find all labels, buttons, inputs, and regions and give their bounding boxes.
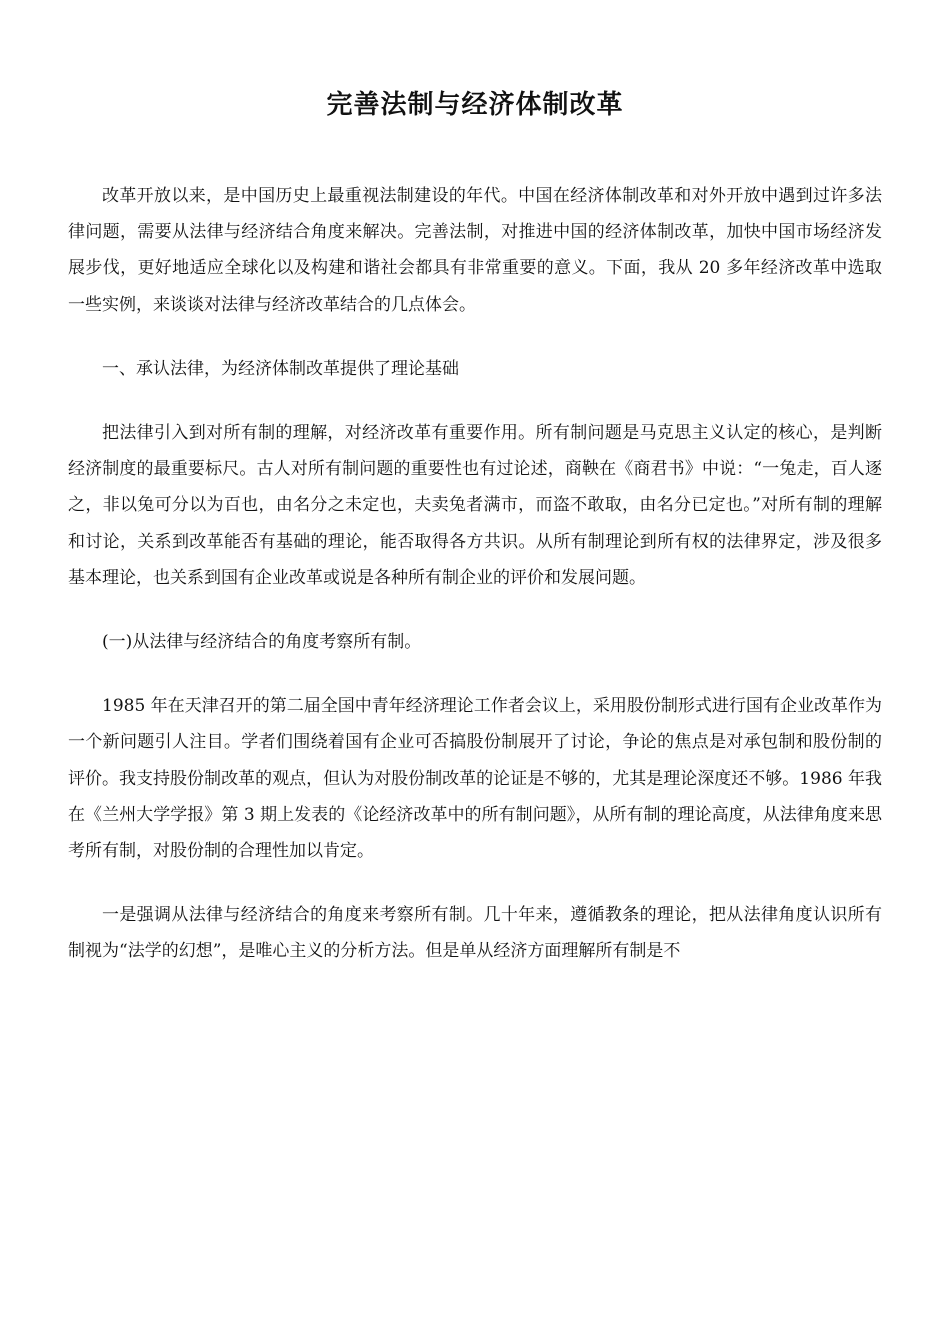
- paragraph-ownership: 把法律引入到对所有制的理解，对经济改革有重要作用。所有制问题是马克思主义认定的核心，是判断经济制度的最重要标尺。古人对所有制问题的重要性也有过论述，商鞅在《商君书》中说：“一兔走，百人逐之，非以兔可分以为百也，由名分之未定也，夫卖兔者满市，而盗不敢取，由名分已定也。”对所有制的理解和讨论，关系到改革能否有基础的理论，能否取得各方共识。从所有制理论到所有权的法律界定，涉及很多基本理论，也关系到国有企业改革或说是各种所有制企业的评价和发展问题。: [68, 423, 882, 588]
- paragraph-first-point: 一是强调从法律与经济结合的角度来考察所有制。几十年来，遵循教条的理论，把从法律角度认识所有制视为“法学的幻想”，是唯心主义的分析方法。但是单从经济方面理解所有制是不: [68, 905, 882, 962]
- paragraph-1985-conference: 1985 年在天津召开的第二届全国中青年经济理论工作者会议上，采用股份制形式进行国有企业改革作为一个新问题引人注目。学者们围绕着国有企业可否搞股份制展开了讨论，争论的焦点是对承包制和股份制的评价。我支持股份制改革的观点，但认为对股份制改革的论证是不够的，尤其是理论深度还不够。1986 年我在《兰州大学学报》第 3 期上发表的《论经济改革中的所有制问题》，从所有制的理论高度，从法律角度来思考所有制，对股份制的合理性加以肯定。: [68, 696, 882, 862]
- subsection-heading-1: (一)从法律与经济结合的角度考察所有制。: [102, 632, 422, 653]
- section-heading-1: 一、承认法律，为经济体制改革提供了理论基础: [102, 358, 459, 379]
- document-title: 完善法制与经济体制改革: [326, 90, 624, 120]
- document-body: [68, 178, 882, 998]
- paragraph-intro: 改革开放以来，是中国历史上最重视法制建设的年代。中国在经济体制改革和对外开放中遇到过许多法律问题，需要从法律与经济结合角度来解决。完善法制，对推进中国的经济体制改革，加快中国市场经济发展步伐，更好地适应全球化以及构建和谐社会都具有非常重要的意义。下面，我从 20 多年经济改革中选取一些实例，来谈谈对法律与经济改革结合的几点体会。: [68, 186, 882, 315]
